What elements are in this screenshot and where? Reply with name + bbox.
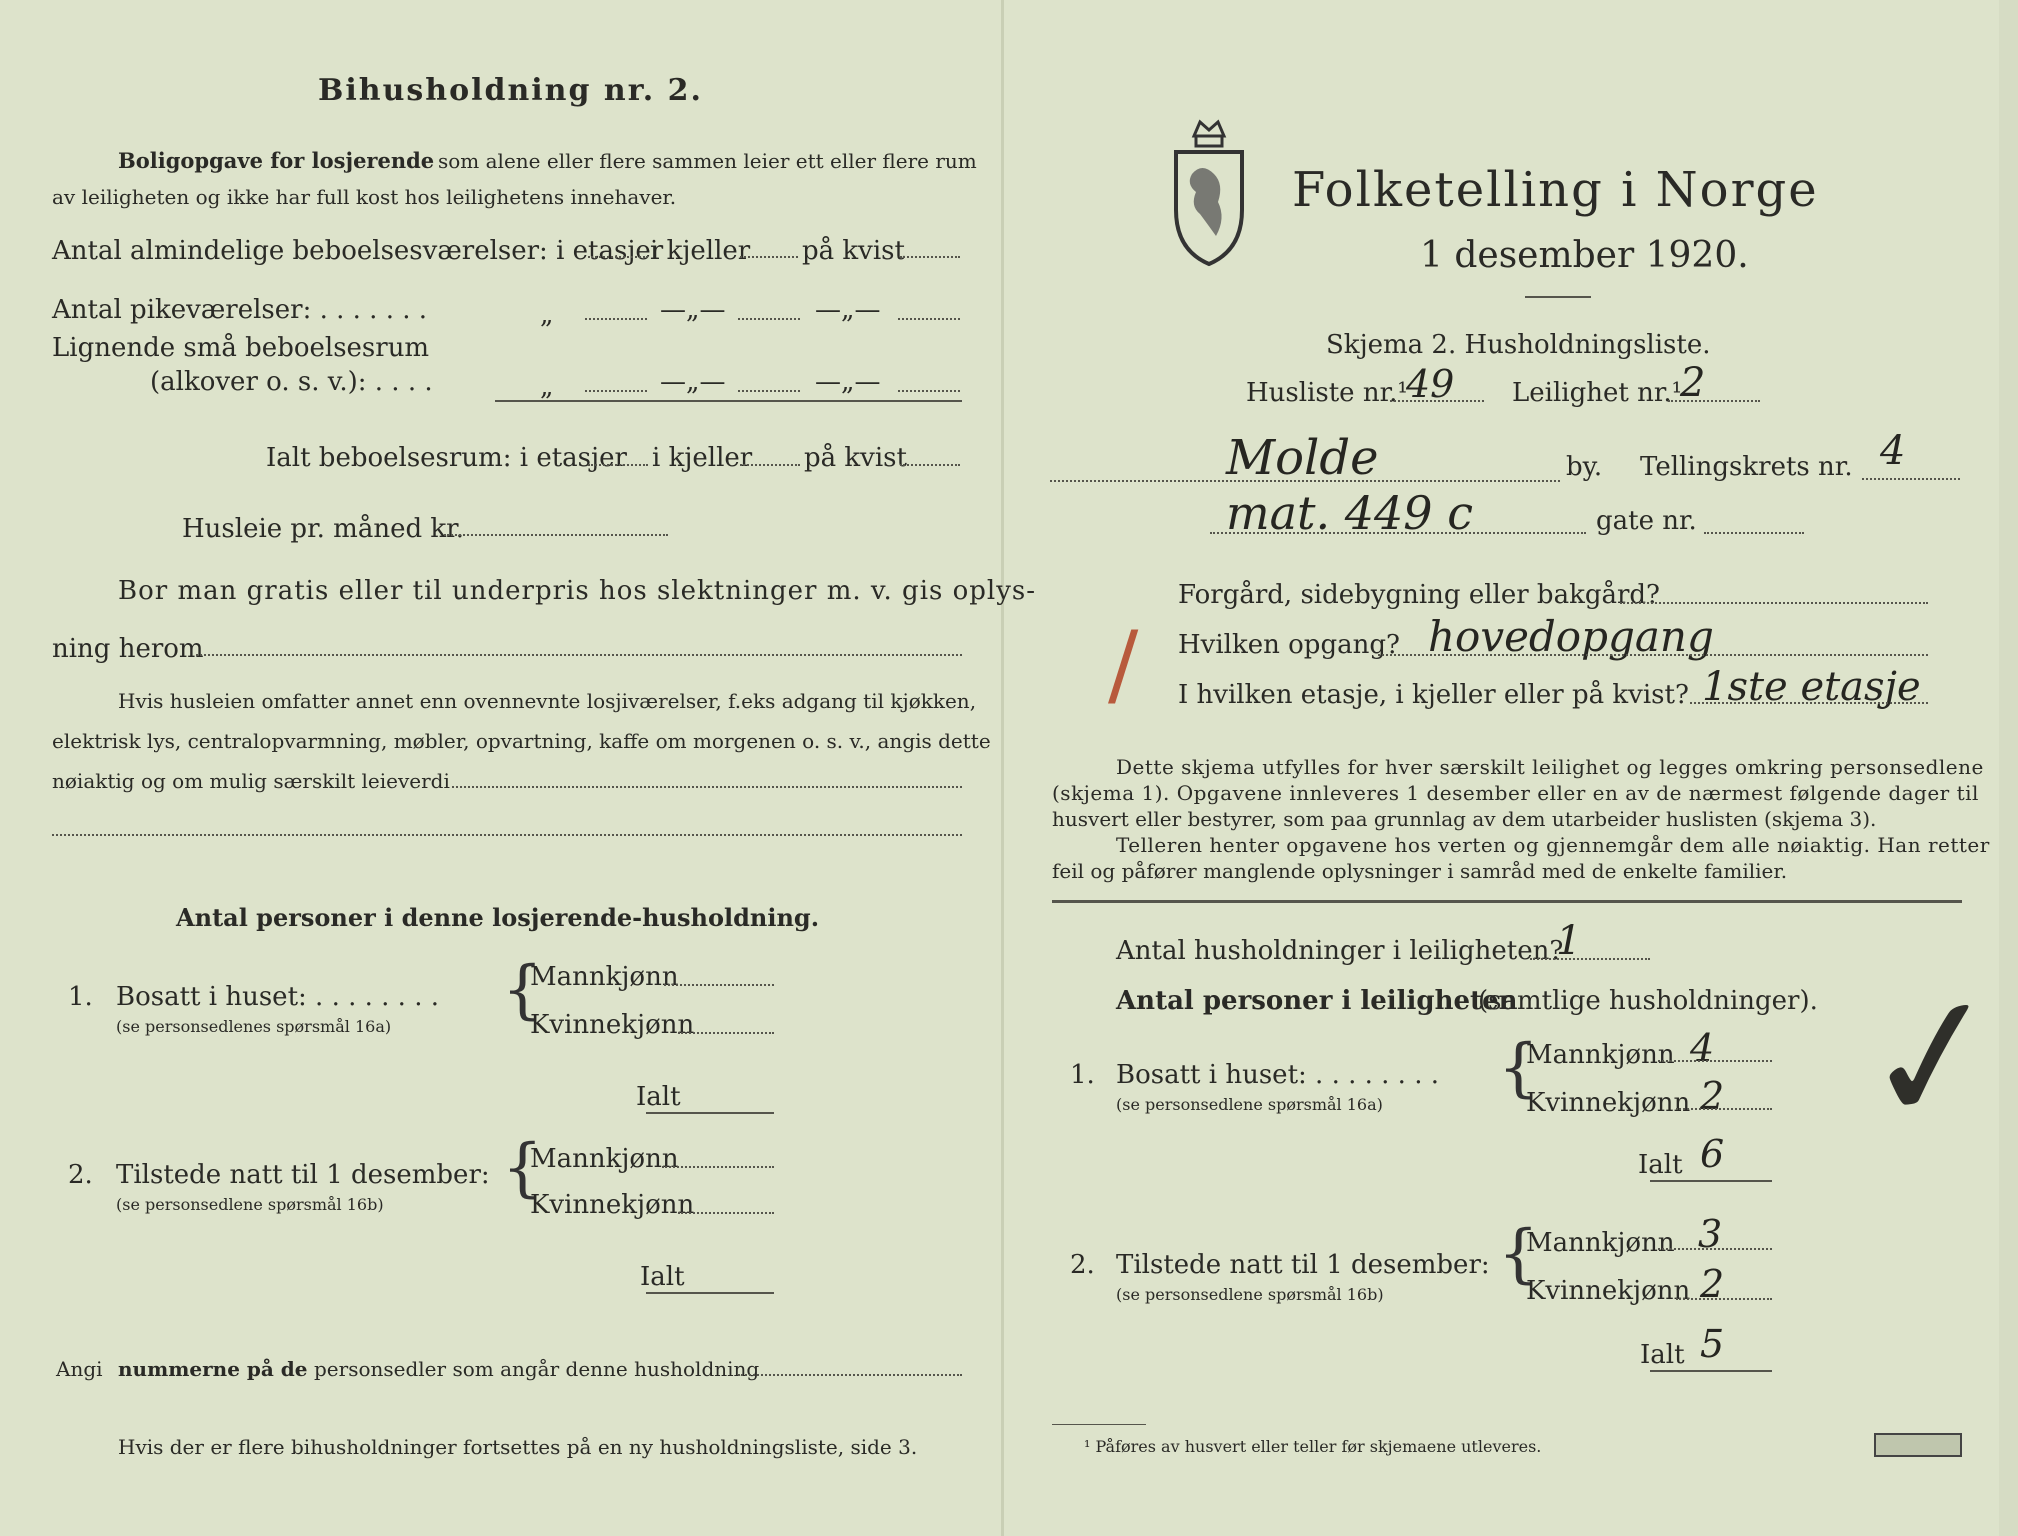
opgang-value[interactable]: hovedopgang bbox=[1428, 612, 1714, 661]
right-q2-kvinne-value[interactable]: 2 bbox=[1700, 1262, 1725, 1306]
right-q1-mann-field bbox=[1658, 1060, 1772, 1062]
intro-rest: som alene eller flere sammen leier ett eller flere rum bbox=[438, 149, 977, 173]
right-q2-mann-field bbox=[1658, 1248, 1772, 1250]
left-q2-kvinne-label: Kvinnekjønn bbox=[530, 1190, 695, 1220]
ialt-kvist-field[interactable] bbox=[900, 464, 960, 466]
alkover-kvist-ditto: —„— bbox=[815, 367, 881, 397]
pike-kjeller-ditto: —„— bbox=[660, 295, 726, 325]
husliste-value[interactable]: 49 bbox=[1406, 362, 1455, 406]
instr-line2: (skjema 1). Opgavene innleveres 1 desember eller en av de nærmest følgende dager til bbox=[1052, 781, 1979, 805]
left-q2-brace: { bbox=[502, 1131, 543, 1205]
leilighet-field bbox=[1668, 400, 1760, 402]
hvis-line3: nøiaktig og om mulig særskilt leieverdi bbox=[52, 769, 450, 793]
husliste-field bbox=[1390, 400, 1484, 402]
hvis-line1: Hvis husleien omfatter annet enn ovennevnte losjiværelser, f.eks adgang til kjøkken, bbox=[118, 689, 977, 713]
ialt-rooms-label: Ialt beboelsesrum: i etasjer bbox=[266, 443, 627, 473]
right-q1-ialt-field bbox=[1650, 1180, 1772, 1182]
left-footer: Hvis der er flere bihusholdninger fortsettes på en ny husholdningsliste, side 3. bbox=[118, 1435, 918, 1459]
printer-stamp-icon bbox=[1874, 1433, 1962, 1457]
right-q2-kvinne-field bbox=[1676, 1298, 1772, 1300]
by-value[interactable]: Molde bbox=[1226, 430, 1379, 486]
right-q1-label: Bosatt i huset: . . . . . . . . bbox=[1116, 1060, 1440, 1090]
krets-field bbox=[1862, 478, 1960, 480]
antal-hush-value[interactable]: 1 bbox=[1556, 918, 1582, 964]
checkmark-icon: ✓ bbox=[1848, 951, 2018, 1167]
right-q1-ialt-value[interactable]: 6 bbox=[1700, 1132, 1725, 1176]
left-q1-mann-field[interactable] bbox=[664, 984, 774, 986]
alkover-kjeller-ditto: —„— bbox=[660, 367, 726, 397]
by-field bbox=[1050, 480, 1560, 482]
intro-line2: av leiligheten og ikke har full kost hos leilighetens innehaver. bbox=[52, 185, 677, 209]
section-rule bbox=[1052, 900, 1962, 903]
alkover-label: (alkover o. s. v.): . . . . bbox=[150, 367, 433, 397]
rooms-kvist-label: på kvist bbox=[802, 236, 905, 266]
etasje-value[interactable]: 1ste etasje bbox=[1702, 664, 1921, 710]
etasje-label: I hvilken etasje, i kjeller eller på kvist? bbox=[1178, 680, 1689, 710]
forgard-field[interactable] bbox=[1620, 602, 1928, 604]
right-q2-ialt-field bbox=[1650, 1370, 1772, 1372]
norway-coat-of-arms-icon bbox=[1170, 118, 1248, 268]
husleie-field[interactable] bbox=[444, 534, 668, 536]
rooms-kjeller-label: i kjeller bbox=[650, 236, 751, 266]
red-pencil-mark: / bbox=[1108, 612, 1139, 717]
rooms-kjeller-field[interactable] bbox=[740, 256, 798, 258]
ialt-etasjer-field[interactable] bbox=[588, 464, 648, 466]
right-q1-kvinne-field bbox=[1676, 1108, 1772, 1110]
gate-label: gate nr. bbox=[1596, 506, 1697, 536]
left-q2-label: Tilstede natt til 1 desember: bbox=[116, 1160, 490, 1190]
right-persons-heading-bold: Antal personer i leiligheten bbox=[1116, 986, 1518, 1016]
opgang-field bbox=[1378, 654, 1928, 656]
right-title: Folketelling i Norge bbox=[1292, 162, 1819, 218]
pike-kvist-field[interactable] bbox=[898, 318, 960, 320]
hvis-field[interactable] bbox=[452, 786, 962, 788]
right-date: 1 desember 1920. bbox=[1420, 235, 1749, 276]
right-persons-heading-rest: (samtlige husholdninger). bbox=[1478, 986, 1818, 1016]
angi-bold: nummerne på de bbox=[118, 1357, 308, 1381]
skjema-label: Skjema 2. Husholdningsliste. bbox=[1326, 330, 1711, 360]
rooms-kvist-field[interactable] bbox=[900, 256, 960, 258]
right-q1-mann-label: Mannkjønn bbox=[1526, 1040, 1675, 1070]
instr-line4: Telleren henter opgavene hos verten og gjennemgår dem alle nøiaktig. Han retter bbox=[1116, 833, 1990, 857]
instr-line3: husvert eller bestyrer, som paa grunnlag av dem utarbeider huslisten (skjema 3). bbox=[1052, 807, 1877, 831]
sum-rule bbox=[495, 400, 962, 402]
angi-field[interactable] bbox=[738, 1374, 962, 1376]
left-q2-sub: (se personsedlene spørsmål 16b) bbox=[116, 1195, 384, 1214]
right-q2-mann-label: Mannkjønn bbox=[1526, 1228, 1675, 1258]
right-q2-sub: (se personsedlene spørsmål 16b) bbox=[1116, 1285, 1384, 1304]
husleie-label: Husleie pr. måned kr. bbox=[182, 514, 464, 544]
left-q2-mann-label: Mannkjønn bbox=[530, 1144, 679, 1174]
instr-line5: feil og påfører manglende oplysninger i samråd med de enkelte familier. bbox=[1052, 859, 1788, 883]
alkover-kjeller-field[interactable] bbox=[738, 390, 800, 392]
instr-line1: Dette skjema utfylles for hver særskilt leilighet og legges omkring personsedlene bbox=[1116, 755, 1984, 779]
antal-hush-field bbox=[1530, 958, 1650, 960]
gratis-line2: ning herom bbox=[52, 634, 204, 664]
left-q1-ialt-label: Ialt bbox=[636, 1082, 681, 1112]
antal-hush-label: Antal husholdninger i leiligheten? bbox=[1116, 936, 1564, 966]
krets-label: Tellingskrets nr. bbox=[1640, 452, 1853, 482]
husliste-label: Husliste nr.¹ bbox=[1246, 378, 1408, 408]
krets-value[interactable]: 4 bbox=[1880, 428, 1906, 474]
gratis-line1: Bor man gratis eller til underpris hos slektninger m. v. gis oplys- bbox=[118, 576, 1037, 606]
right-q1-kvinne-value[interactable]: 2 bbox=[1700, 1074, 1725, 1118]
opgang-label: Hvilken opgang? bbox=[1178, 630, 1400, 660]
pike-kjeller-field[interactable] bbox=[738, 318, 800, 320]
rooms-label: Antal almindelige beboelsesværelser: i etasjer bbox=[52, 236, 664, 266]
left-q1-kvinne-label: Kvinnekjønn bbox=[530, 1010, 695, 1040]
leilighet-value[interactable]: 2 bbox=[1680, 360, 1706, 406]
angi-rest: personsedler som angår denne husholdning bbox=[314, 1357, 760, 1381]
right-q1-kvinne-label: Kvinnekjønn bbox=[1526, 1088, 1691, 1118]
footnote-rule bbox=[1052, 1424, 1146, 1425]
gate-value[interactable]: mat. 449 c bbox=[1226, 486, 1473, 540]
left-q1-num: 1. bbox=[68, 982, 93, 1012]
left-q2-num: 2. bbox=[68, 1160, 93, 1190]
right-q1-num: 1. bbox=[1070, 1060, 1095, 1090]
ialt-kjeller-field[interactable] bbox=[740, 464, 800, 466]
left-q1-mann-label: Mannkjønn bbox=[530, 962, 679, 992]
left-q1-brace: { bbox=[502, 953, 543, 1027]
left-q1-ialt-field[interactable] bbox=[646, 1112, 774, 1114]
rooms-etasjer-field[interactable] bbox=[588, 256, 648, 258]
pike-etasjer-field[interactable] bbox=[585, 318, 647, 320]
angi-pre: Angi bbox=[56, 1357, 103, 1381]
right-q2-ialt-value[interactable]: 5 bbox=[1700, 1322, 1725, 1366]
pike-label: Antal pikeværelser: . . . . . . . bbox=[52, 295, 428, 325]
right-q2-ialt-label: Ialt bbox=[1640, 1340, 1685, 1370]
etasje-field bbox=[1690, 702, 1928, 704]
title-rule bbox=[1525, 296, 1591, 298]
ialt-kvist-label: på kvist bbox=[804, 443, 907, 473]
right-q2-brace: { bbox=[1498, 1217, 1539, 1291]
gratis-field[interactable] bbox=[196, 654, 962, 656]
left-persons-heading: Antal personer i denne losjerende-husholdning. bbox=[176, 903, 820, 932]
left-q2-ialt-label: Ialt bbox=[640, 1262, 685, 1292]
forgard-label: Forgård, sidebygning eller bakgård? bbox=[1178, 580, 1660, 610]
gate-nr-field[interactable] bbox=[1704, 532, 1804, 534]
right-q1-sub: (se personsedlene spørsmål 16a) bbox=[1116, 1095, 1383, 1114]
leilighet-label: Leilighet nr.¹ bbox=[1512, 378, 1683, 408]
left-title: Bihusholdning nr. 2. bbox=[318, 73, 703, 108]
gate-field bbox=[1210, 532, 1586, 534]
by-label: by. bbox=[1566, 452, 1603, 482]
footnote-text: ¹ Påføres av husvert eller teller før skjemaene utleveres. bbox=[1084, 1437, 1542, 1456]
right-q1-brace: { bbox=[1498, 1031, 1539, 1105]
page-fold bbox=[1001, 0, 1004, 1536]
left-q1-kvinne-field[interactable] bbox=[678, 1032, 774, 1034]
right-q2-label: Tilstede natt til 1 desember: bbox=[1116, 1250, 1490, 1280]
alkover-etasjer-field[interactable] bbox=[585, 390, 647, 392]
right-q2-kvinne-label: Kvinnekjønn bbox=[1526, 1276, 1691, 1306]
left-q2-kvinne-field[interactable] bbox=[678, 1212, 774, 1214]
left-q1-sub: (se personsedlenes spørsmål 16a) bbox=[116, 1017, 392, 1036]
left-q2-ialt-field[interactable] bbox=[646, 1292, 774, 1294]
left-q1-label: Bosatt i huset: . . . . . . . . bbox=[116, 982, 440, 1012]
pike-ditto: „ bbox=[540, 300, 554, 330]
right-q1-mann-value[interactable]: 4 bbox=[1690, 1026, 1715, 1070]
lignende-label: Lignende små beboelsesrum bbox=[52, 333, 430, 363]
right-q1-ialt-label: Ialt bbox=[1638, 1150, 1683, 1180]
hvis-line2: elektrisk lys, centralopvarmning, møbler, opvartning, kaffe om morgenen o. s. v., angis dette bbox=[52, 729, 991, 753]
alkover-ditto: „ bbox=[540, 372, 554, 402]
pike-kvist-ditto: —„— bbox=[815, 295, 881, 325]
hvis-field-2[interactable] bbox=[52, 834, 962, 836]
alkover-kvist-field[interactable] bbox=[898, 390, 960, 392]
right-q2-num: 2. bbox=[1070, 1250, 1095, 1280]
left-q2-mann-field[interactable] bbox=[662, 1166, 774, 1168]
ialt-kjeller-label: i kjeller bbox=[652, 443, 753, 473]
right-q2-mann-value[interactable]: 3 bbox=[1698, 1212, 1723, 1256]
intro-bold: Boligopgave for losjerende bbox=[118, 148, 435, 173]
